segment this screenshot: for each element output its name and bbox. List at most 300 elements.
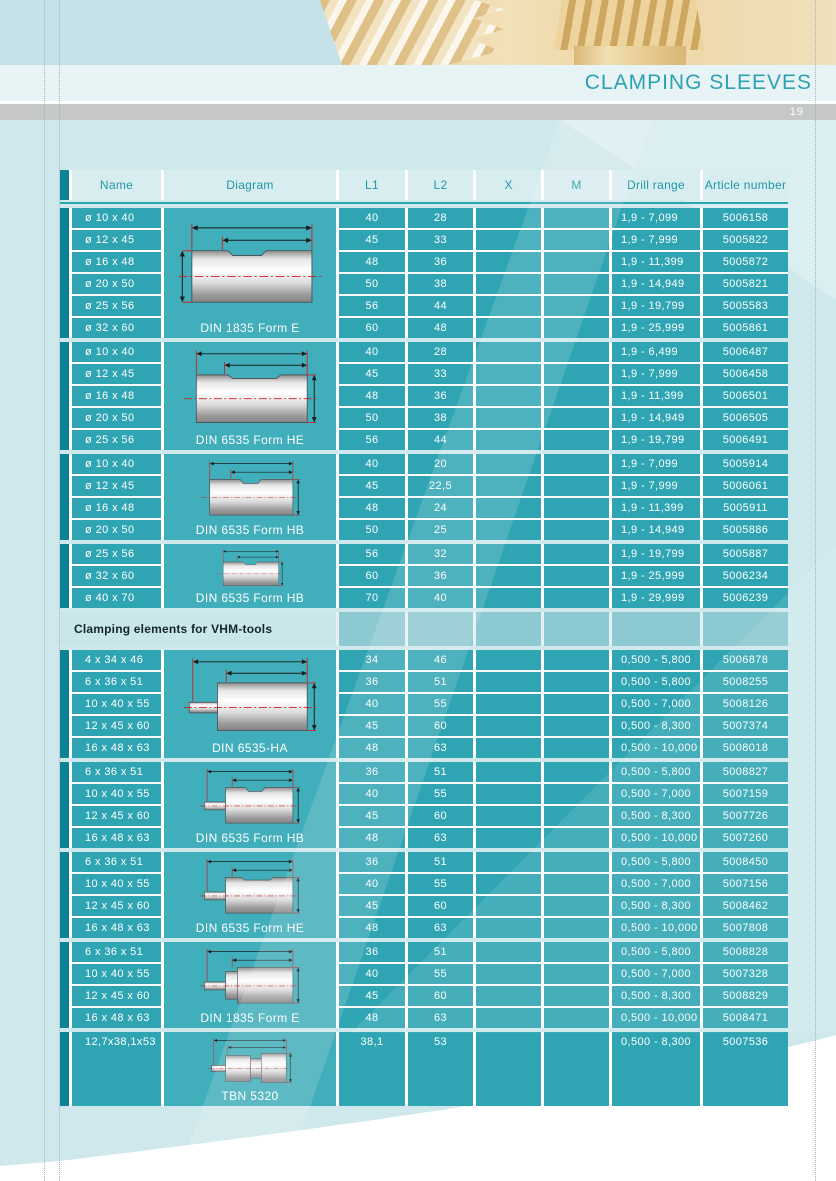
cell-name: 6 x 36 x 51 xyxy=(72,672,161,692)
cell-drill-range: 0,500 - 10,000 xyxy=(612,828,700,848)
cell-m xyxy=(544,454,609,474)
cell-l2: 24 xyxy=(408,498,473,518)
cell-name: 12 x 45 x 60 xyxy=(72,896,161,916)
cell-name: ø 25 x 56 xyxy=(72,296,161,316)
product-group xyxy=(60,454,788,540)
cell-l2: 46 xyxy=(408,650,473,670)
cell-m xyxy=(544,1008,609,1028)
cell-m xyxy=(544,498,609,518)
cell-name: 16 x 48 x 63 xyxy=(72,738,161,758)
cell-l1: 48 xyxy=(339,738,405,758)
cell-m xyxy=(544,318,609,338)
cell-l1: 60 xyxy=(339,318,405,338)
cell-l2: 51 xyxy=(408,762,473,782)
cell-drill-range: 0,500 - 10,000 xyxy=(612,738,700,758)
cell-article-number: 5008255 xyxy=(703,672,788,692)
cell-l1: 45 xyxy=(339,230,405,250)
cell-article-number: 5007260 xyxy=(703,828,788,848)
cell-x xyxy=(476,408,541,428)
cell-article-number: 5007156 xyxy=(703,874,788,894)
cell-m xyxy=(544,672,609,692)
cell-name: ø 12 x 45 xyxy=(72,364,161,384)
column-header-name: Name xyxy=(72,170,161,200)
cell-l1: 56 xyxy=(339,430,405,450)
cell-l2: 38 xyxy=(408,408,473,428)
clamping-sleeve-diagram xyxy=(169,1035,331,1089)
diagram-cell xyxy=(164,852,336,938)
cell-x xyxy=(476,230,541,250)
section-empty-cell xyxy=(544,612,609,646)
cell-x xyxy=(476,918,541,938)
cell-drill-range: 0,500 - 8,300 xyxy=(612,896,700,916)
product-group xyxy=(60,942,788,1028)
cell-drill-range: 1,9 - 6,499 xyxy=(612,342,700,362)
cell-article-number: 5008829 xyxy=(703,986,788,1006)
cell-m xyxy=(544,566,609,586)
cell-name: 16 x 48 x 63 xyxy=(72,1008,161,1028)
accent-bar xyxy=(60,852,69,938)
section-empty-cell xyxy=(703,612,788,646)
section-empty-cell xyxy=(408,612,473,646)
clamping-sleeve-diagram xyxy=(169,211,331,321)
cell-x xyxy=(476,828,541,848)
cell-name: 10 x 40 x 55 xyxy=(72,964,161,984)
cell-x xyxy=(476,1008,541,1028)
cell-name: ø 10 x 40 xyxy=(72,342,161,362)
cell-m xyxy=(544,520,609,540)
cell-drill-range: 0,500 - 5,800 xyxy=(612,650,700,670)
cell-m xyxy=(544,230,609,250)
cell-m xyxy=(544,386,609,406)
diagram-cell xyxy=(164,762,336,848)
accent-bar xyxy=(60,170,69,200)
diagram-label: DIN 1835 Form E xyxy=(200,1011,300,1025)
cell-article-number: 5007159 xyxy=(703,784,788,804)
cell-l1: 40 xyxy=(339,784,405,804)
title-band xyxy=(0,65,836,101)
cell-l2: 63 xyxy=(408,828,473,848)
section-empty-cell xyxy=(339,612,405,646)
cell-name: ø 10 x 40 xyxy=(72,454,161,474)
cell-l1: 50 xyxy=(339,520,405,540)
cell-article-number: 5007328 xyxy=(703,964,788,984)
cell-l2: 55 xyxy=(408,694,473,714)
cell-l2: 51 xyxy=(408,852,473,872)
cell-m xyxy=(544,738,609,758)
cell-x xyxy=(476,650,541,670)
cell-name: 12 x 45 x 60 xyxy=(72,716,161,736)
clamping-sleeve-diagram xyxy=(169,653,331,741)
cell-name: 10 x 40 x 55 xyxy=(72,694,161,714)
cell-name: ø 16 x 48 xyxy=(72,498,161,518)
diagram-label: DIN 6535-HA xyxy=(212,741,288,755)
helical-gear-image xyxy=(314,0,504,65)
cell-x xyxy=(476,762,541,782)
cell-l2: 63 xyxy=(408,1008,473,1028)
product-table xyxy=(60,170,788,1106)
clamping-sleeve-diagram xyxy=(169,765,331,831)
cell-m xyxy=(544,274,609,294)
cell-x xyxy=(476,544,541,564)
cell-m xyxy=(544,296,609,316)
cell-article-number: 5007726 xyxy=(703,806,788,826)
cell-x xyxy=(476,252,541,272)
cell-article-number: 5005821 xyxy=(703,274,788,294)
cell-drill-range: 1,9 - 11,399 xyxy=(612,386,700,406)
cell-l1: 38,1 xyxy=(339,1032,405,1106)
cell-l1: 50 xyxy=(339,274,405,294)
cell-l2: 60 xyxy=(408,896,473,916)
column-header-l2: L2 xyxy=(408,170,473,200)
cell-drill-range: 0,500 - 5,800 xyxy=(612,672,700,692)
cell-name: 6 x 36 x 51 xyxy=(72,942,161,962)
cell-l1: 45 xyxy=(339,896,405,916)
cell-l2: 32 xyxy=(408,544,473,564)
diagram-cell xyxy=(164,454,336,540)
cell-l2: 51 xyxy=(408,672,473,692)
cell-l1: 40 xyxy=(339,342,405,362)
cell-m xyxy=(544,364,609,384)
cell-x xyxy=(476,672,541,692)
cell-drill-range: 1,9 - 25,999 xyxy=(612,566,700,586)
diagram-label: DIN 6535 Form HE xyxy=(195,433,305,447)
cell-article-number: 5006491 xyxy=(703,430,788,450)
cell-name: ø 32 x 60 xyxy=(72,566,161,586)
cell-l1: 40 xyxy=(339,454,405,474)
cell-drill-range: 1,9 - 11,399 xyxy=(612,252,700,272)
column-header-drill-range: Drill range xyxy=(612,170,700,200)
cell-l2: 44 xyxy=(408,296,473,316)
cell-drill-range: 1,9 - 14,949 xyxy=(612,520,700,540)
cell-l1: 40 xyxy=(339,694,405,714)
cell-m xyxy=(544,784,609,804)
diagram-cell xyxy=(164,650,336,758)
cell-l1: 40 xyxy=(339,964,405,984)
product-group xyxy=(60,1032,788,1106)
clamping-sleeve-diagram xyxy=(169,345,331,433)
diagram-cell xyxy=(164,544,336,608)
cell-x xyxy=(476,318,541,338)
gear-photo xyxy=(306,0,836,65)
cell-article-number: 5006458 xyxy=(703,364,788,384)
cell-x xyxy=(476,296,541,316)
cell-m xyxy=(544,874,609,894)
print-guide-line xyxy=(44,0,45,1181)
cell-l2: 28 xyxy=(408,208,473,228)
cell-x xyxy=(476,784,541,804)
cell-name: ø 25 x 56 xyxy=(72,430,161,450)
cell-l2: 38 xyxy=(408,274,473,294)
cell-x xyxy=(476,520,541,540)
accent-bar xyxy=(60,454,69,540)
cell-name: ø 10 x 40 xyxy=(72,208,161,228)
cell-m xyxy=(544,986,609,1006)
cell-l2: 55 xyxy=(408,784,473,804)
cell-name: 12 x 45 x 60 xyxy=(72,986,161,1006)
column-header-m: M xyxy=(544,170,609,200)
cell-l2: 63 xyxy=(408,918,473,938)
page-number-band xyxy=(0,104,836,120)
cell-m xyxy=(544,828,609,848)
cell-name: 12,7x38,1x53 xyxy=(72,1032,161,1106)
cell-l2: 25 xyxy=(408,520,473,540)
accent-bar xyxy=(60,650,69,758)
cell-l1: 36 xyxy=(339,672,405,692)
cell-l1: 48 xyxy=(339,498,405,518)
cell-x xyxy=(476,588,541,608)
cell-article-number: 5005861 xyxy=(703,318,788,338)
cell-l2: 20 xyxy=(408,454,473,474)
cell-x xyxy=(476,964,541,984)
accent-bar xyxy=(60,208,69,338)
cell-l1: 56 xyxy=(339,296,405,316)
cell-drill-range: 1,9 - 7,999 xyxy=(612,476,700,496)
cell-l1: 40 xyxy=(339,874,405,894)
cell-article-number: 5006878 xyxy=(703,650,788,670)
cell-m xyxy=(544,896,609,916)
cell-l2: 33 xyxy=(408,230,473,250)
content-area xyxy=(0,120,836,1181)
accent-bar xyxy=(60,342,69,450)
diagram-cell xyxy=(164,1032,336,1106)
gear-shaft-image xyxy=(574,46,686,65)
cell-x xyxy=(476,738,541,758)
print-guide-line xyxy=(59,0,60,1181)
cell-drill-range: 1,9 - 29,999 xyxy=(612,588,700,608)
cell-article-number: 5008828 xyxy=(703,942,788,962)
cell-drill-range: 0,500 - 8,300 xyxy=(612,1032,700,1106)
cell-article-number: 5005914 xyxy=(703,454,788,474)
cell-article-number: 5008126 xyxy=(703,694,788,714)
cell-x xyxy=(476,498,541,518)
cell-l1: 56 xyxy=(339,544,405,564)
cell-drill-range: 0,500 - 5,800 xyxy=(612,942,700,962)
diagram-cell xyxy=(164,208,336,338)
cell-article-number: 5008471 xyxy=(703,1008,788,1028)
section-header-label: Clamping elements for VHM-tools xyxy=(60,612,336,646)
cell-article-number: 5007536 xyxy=(703,1032,788,1106)
cell-l2: 60 xyxy=(408,806,473,826)
page-title: CLAMPING SLEEVES xyxy=(584,71,812,94)
cell-l1: 36 xyxy=(339,852,405,872)
cell-l2: 60 xyxy=(408,986,473,1006)
cell-l2: 36 xyxy=(408,566,473,586)
cell-drill-range: 0,500 - 10,000 xyxy=(612,918,700,938)
cell-name: ø 12 x 45 xyxy=(72,476,161,496)
accent-bar xyxy=(60,762,69,848)
cell-x xyxy=(476,716,541,736)
cell-drill-range: 0,500 - 8,300 xyxy=(612,986,700,1006)
section-empty-cell xyxy=(476,612,541,646)
header-photo-band xyxy=(0,0,836,65)
cell-l1: 48 xyxy=(339,1008,405,1028)
diagram-label: DIN 6535 Form HB xyxy=(195,831,305,845)
cell-m xyxy=(544,716,609,736)
cell-article-number: 5006487 xyxy=(703,342,788,362)
accent-bar xyxy=(60,942,69,1028)
cell-drill-range: 1,9 - 11,399 xyxy=(612,498,700,518)
cell-m xyxy=(544,252,609,272)
cell-name: 6 x 36 x 51 xyxy=(72,762,161,782)
cell-m xyxy=(544,762,609,782)
cell-l2: 53 xyxy=(408,1032,473,1106)
cell-l1: 60 xyxy=(339,566,405,586)
column-header-article-number: Article number xyxy=(703,170,788,200)
cell-m xyxy=(544,650,609,670)
cell-name: 10 x 40 x 55 xyxy=(72,874,161,894)
product-group xyxy=(60,852,788,938)
cell-drill-range: 1,9 - 7,099 xyxy=(612,454,700,474)
cell-l1: 45 xyxy=(339,476,405,496)
cell-l1: 45 xyxy=(339,986,405,1006)
cell-drill-range: 1,9 - 19,799 xyxy=(612,544,700,564)
cell-article-number: 5005583 xyxy=(703,296,788,316)
cell-l2: 63 xyxy=(408,738,473,758)
cell-m xyxy=(544,694,609,714)
cell-drill-range: 0,500 - 5,800 xyxy=(612,852,700,872)
accent-bar xyxy=(60,1032,69,1106)
cell-drill-range: 0,500 - 7,000 xyxy=(612,964,700,984)
cell-l2: 28 xyxy=(408,342,473,362)
cell-drill-range: 0,500 - 7,000 xyxy=(612,784,700,804)
table-header-row xyxy=(60,170,788,200)
accent-bar xyxy=(60,544,69,608)
cell-drill-range: 0,500 - 7,000 xyxy=(612,694,700,714)
cell-article-number: 5007374 xyxy=(703,716,788,736)
cell-x xyxy=(476,566,541,586)
header-rule xyxy=(60,202,788,204)
cell-drill-range: 1,9 - 19,799 xyxy=(612,296,700,316)
cell-x xyxy=(476,874,541,894)
cell-article-number: 5005822 xyxy=(703,230,788,250)
cell-x xyxy=(476,852,541,872)
cell-drill-range: 1,9 - 19,799 xyxy=(612,430,700,450)
cell-m xyxy=(544,852,609,872)
cell-article-number: 5006501 xyxy=(703,386,788,406)
cell-l2: 55 xyxy=(408,964,473,984)
cell-article-number: 5006239 xyxy=(703,588,788,608)
cell-x xyxy=(476,694,541,714)
cell-article-number: 5006234 xyxy=(703,566,788,586)
product-group xyxy=(60,544,788,608)
cell-article-number: 5008018 xyxy=(703,738,788,758)
diagram-label: DIN 6535 Form HE xyxy=(195,921,305,935)
cell-m xyxy=(544,588,609,608)
cell-m xyxy=(544,430,609,450)
cell-name: ø 32 x 60 xyxy=(72,318,161,338)
cell-m xyxy=(544,544,609,564)
cell-l1: 48 xyxy=(339,918,405,938)
table-body xyxy=(60,208,788,1106)
cell-l2: 48 xyxy=(408,318,473,338)
cell-l1: 45 xyxy=(339,806,405,826)
cell-m xyxy=(544,342,609,362)
cell-name: ø 25 x 56 xyxy=(72,544,161,564)
cell-drill-range: 0,500 - 5,800 xyxy=(612,762,700,782)
cell-x xyxy=(476,1032,541,1106)
cell-name: ø 16 x 48 xyxy=(72,252,161,272)
diagram-label: DIN 1835 Form E xyxy=(200,321,300,335)
cell-article-number: 5005886 xyxy=(703,520,788,540)
cell-name: 16 x 48 x 63 xyxy=(72,828,161,848)
cell-x xyxy=(476,896,541,916)
diagram-label: DIN 6535 Form HB xyxy=(195,591,305,605)
product-group xyxy=(60,762,788,848)
cell-m xyxy=(544,806,609,826)
cell-x xyxy=(476,342,541,362)
cell-l2: 40 xyxy=(408,588,473,608)
cell-l1: 45 xyxy=(339,716,405,736)
cell-x xyxy=(476,806,541,826)
cell-name: 16 x 48 x 63 xyxy=(72,918,161,938)
product-group xyxy=(60,208,788,338)
cell-x xyxy=(476,476,541,496)
cell-m xyxy=(544,208,609,228)
cell-name: 10 x 40 x 55 xyxy=(72,784,161,804)
section-empty-cell xyxy=(612,612,700,646)
cell-article-number: 5006505 xyxy=(703,408,788,428)
cell-m xyxy=(544,918,609,938)
cell-x xyxy=(476,430,541,450)
cell-drill-range: 1,9 - 7,999 xyxy=(612,230,700,250)
cell-l1: 70 xyxy=(339,588,405,608)
cell-l1: 48 xyxy=(339,252,405,272)
cell-x xyxy=(476,942,541,962)
cell-x xyxy=(476,274,541,294)
cell-name: ø 20 x 50 xyxy=(72,520,161,540)
cell-x xyxy=(476,386,541,406)
cell-drill-range: 1,9 - 7,999 xyxy=(612,364,700,384)
cell-m xyxy=(544,964,609,984)
cell-drill-range: 0,500 - 8,300 xyxy=(612,806,700,826)
cell-x xyxy=(476,208,541,228)
cell-l2: 36 xyxy=(408,386,473,406)
cell-l2: 55 xyxy=(408,874,473,894)
cell-x xyxy=(476,986,541,1006)
cell-l2: 60 xyxy=(408,716,473,736)
cell-article-number: 5005887 xyxy=(703,544,788,564)
cell-l1: 45 xyxy=(339,364,405,384)
cell-article-number: 5008450 xyxy=(703,852,788,872)
cell-l1: 36 xyxy=(339,762,405,782)
print-guide-line xyxy=(815,0,816,1181)
diagram-cell xyxy=(164,942,336,1028)
cell-x xyxy=(476,454,541,474)
column-header-l1: L1 xyxy=(339,170,405,200)
cell-drill-range: 0,500 - 7,000 xyxy=(612,874,700,894)
cell-drill-range: 1,9 - 14,949 xyxy=(612,408,700,428)
cell-l2: 22,5 xyxy=(408,476,473,496)
cell-article-number: 5005911 xyxy=(703,498,788,518)
cell-article-number: 5006061 xyxy=(703,476,788,496)
cell-name: ø 20 x 50 xyxy=(72,408,161,428)
clamping-sleeve-diagram xyxy=(169,945,331,1011)
cell-x xyxy=(476,364,541,384)
cell-article-number: 5008462 xyxy=(703,896,788,916)
cell-article-number: 5005872 xyxy=(703,252,788,272)
cell-drill-range: 0,500 - 8,300 xyxy=(612,716,700,736)
cell-drill-range: 1,9 - 25,999 xyxy=(612,318,700,338)
cell-name: ø 40 x 70 xyxy=(72,588,161,608)
cell-m xyxy=(544,1032,609,1106)
cell-article-number: 5006158 xyxy=(703,208,788,228)
cell-l1: 48 xyxy=(339,386,405,406)
cell-m xyxy=(544,942,609,962)
clamping-sleeve-diagram xyxy=(169,457,331,523)
page-number: 19 xyxy=(789,106,804,118)
pinion-gear-image xyxy=(554,0,704,50)
cell-name: 6 x 36 x 51 xyxy=(72,852,161,872)
